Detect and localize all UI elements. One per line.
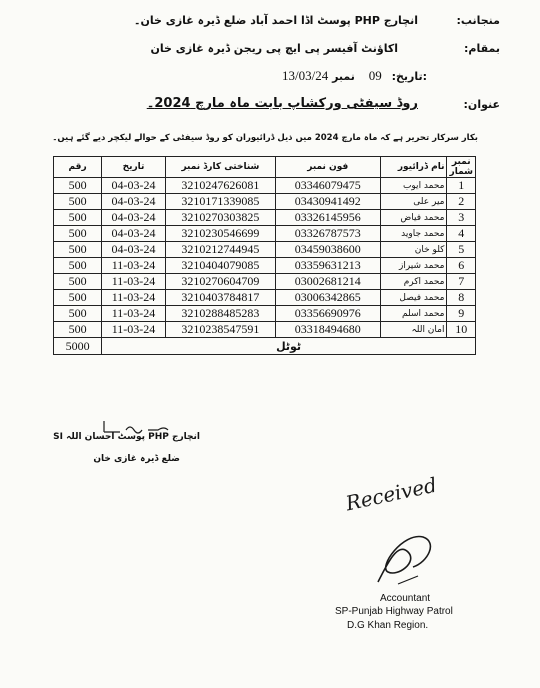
cell-phone: 03346079475 — [275, 178, 380, 194]
cell-amount: 500 — [54, 178, 102, 194]
cell-amount: 500 — [54, 258, 102, 274]
to-value: اکاؤنٹ آفیسر پی ایچ پی ریجن ڈیرہ غازی خان — [150, 42, 398, 55]
cell-date: 04-03-24 — [102, 210, 166, 226]
right-sig-line2: SP-Punjab Highway Patrol — [335, 606, 453, 617]
table-row — [54, 210, 476, 226]
subject-label: عنوان: — [463, 98, 500, 111]
col-phone: فون نمبر — [275, 157, 380, 178]
cell-amount: 500 — [54, 306, 102, 322]
table-row — [54, 178, 476, 194]
col-name: نام ڈرائیور — [380, 157, 447, 178]
table-row — [54, 306, 476, 322]
cell-serial: 1 — [447, 178, 476, 194]
intro-text: بکار سرکار تحریر ہے کہ ماہ مارچ 2024 میں ذیل ڈرائیوران کو روڈ سیفٹی کے حوالے لیکچر دیے گئے ہیں۔ — [52, 133, 478, 143]
total-amount: 5000 — [54, 338, 102, 355]
col-date: تاریخ — [102, 157, 166, 178]
cell-cnic: 3210270604709 — [165, 274, 275, 290]
from-label: منجانب: — [456, 14, 500, 27]
total-row — [54, 338, 476, 355]
to-label: بمقام: — [463, 42, 500, 55]
cell-cnic: 3210230546699 — [165, 226, 275, 242]
cell-phone: 03356690976 — [275, 306, 380, 322]
table-row — [54, 274, 476, 290]
cell-date: 11-03-24 — [102, 322, 166, 338]
cell-amount: 500 — [54, 290, 102, 306]
cell-serial: 9 — [447, 306, 476, 322]
table-row — [54, 226, 476, 242]
driver-table — [53, 156, 476, 355]
cell-cnic: 3210238547591 — [165, 322, 275, 338]
cell-name: محمد فیاض — [380, 210, 447, 226]
cell-name: میر علی — [380, 194, 447, 210]
cell-cnic: 3210171339085 — [165, 194, 275, 210]
cell-amount: 500 — [54, 242, 102, 258]
cell-name: محمد اسلم — [380, 306, 447, 322]
cell-date: 11-03-24 — [102, 306, 166, 322]
cell-phone: 03326787573 — [275, 226, 380, 242]
cell-phone: 03326145956 — [275, 210, 380, 226]
table-row — [54, 242, 476, 258]
cell-phone: 03318494680 — [275, 322, 380, 338]
cell-amount: 500 — [54, 210, 102, 226]
right-sig-line3: D.G Khan Region. — [347, 620, 429, 631]
cell-serial: 7 — [447, 274, 476, 290]
cell-serial: 4 — [447, 226, 476, 242]
cell-serial: 6 — [447, 258, 476, 274]
cell-name: محمد فیصل — [380, 290, 447, 306]
date-value: 13/03/24 — [282, 68, 329, 83]
cell-serial: 8 — [447, 290, 476, 306]
cell-date: 04-03-24 — [102, 226, 166, 242]
cell-phone: 03359631213 — [275, 258, 380, 274]
cell-name: امان اللہ — [380, 322, 447, 338]
cell-cnic: 3210270303825 — [165, 210, 275, 226]
received-handwriting: Received — [343, 472, 439, 516]
table-row — [54, 258, 476, 274]
cell-serial: 2 — [447, 194, 476, 210]
col-cnic: شناختی کارڈ نمبر — [165, 157, 275, 178]
cell-phone: 03430941492 — [275, 194, 380, 210]
number-label: نمبر: — [332, 70, 428, 83]
table-row — [54, 322, 476, 338]
col-serial: نمبر شمار — [447, 157, 476, 178]
number-date-line — [282, 68, 427, 84]
cell-amount: 500 — [54, 226, 102, 242]
table-row — [54, 290, 476, 306]
cell-serial: 3 — [447, 210, 476, 226]
date-label: تاریخ: — [391, 70, 423, 83]
cell-cnic: 3210288485283 — [165, 306, 275, 322]
cell-cnic: 3210404079085 — [165, 258, 275, 274]
cell-serial: 10 — [447, 322, 476, 338]
number-value: 09 — [368, 68, 382, 83]
from-value: انچارج PHP پوسٹ اڈا احمد آباد ضلع ڈیرہ غازی خان۔ — [134, 14, 418, 27]
cell-name: محمد شیراز — [380, 258, 447, 274]
cell-amount: 500 — [54, 322, 102, 338]
subject-value: روڈ سیفٹی ورکشاپ بابت ماہ مارچ 2024۔ — [146, 96, 418, 111]
cell-cnic: 3210212744945 — [165, 242, 275, 258]
cell-name: کلو خان — [380, 242, 447, 258]
cell-date: 11-03-24 — [102, 274, 166, 290]
cell-name: محمد جاوید — [380, 226, 447, 242]
cell-date: 04-03-24 — [102, 194, 166, 210]
table-header-row — [54, 157, 476, 178]
cell-phone: 03002681214 — [275, 274, 380, 290]
cell-phone: 03459038600 — [275, 242, 380, 258]
cell-serial: 5 — [447, 242, 476, 258]
cell-phone: 03006342865 — [275, 290, 380, 306]
cell-date: 11-03-24 — [102, 290, 166, 306]
table-row — [54, 194, 476, 210]
right-signature-scribble — [368, 522, 448, 592]
cell-cnic: 3210247626081 — [165, 178, 275, 194]
total-label: ٹوٹل — [102, 338, 476, 355]
cell-cnic: 3210403784817 — [165, 290, 275, 306]
cell-date: 11-03-24 — [102, 258, 166, 274]
cell-date: 04-03-24 — [102, 178, 166, 194]
left-sig-line2: ضلع ڈیرہ غازی خان — [93, 454, 180, 464]
cell-amount: 500 — [54, 274, 102, 290]
cell-name: محمد ایوب — [380, 178, 447, 194]
col-amount: رقم — [54, 157, 102, 178]
cell-amount: 500 — [54, 194, 102, 210]
left-sig-line1: انچارج PHP پوسٹ احسان اللہ SI — [53, 432, 200, 442]
right-sig-line1: Accountant — [380, 593, 431, 604]
cell-date: 04-03-24 — [102, 242, 166, 258]
cell-name: محمد اکرم — [380, 274, 447, 290]
